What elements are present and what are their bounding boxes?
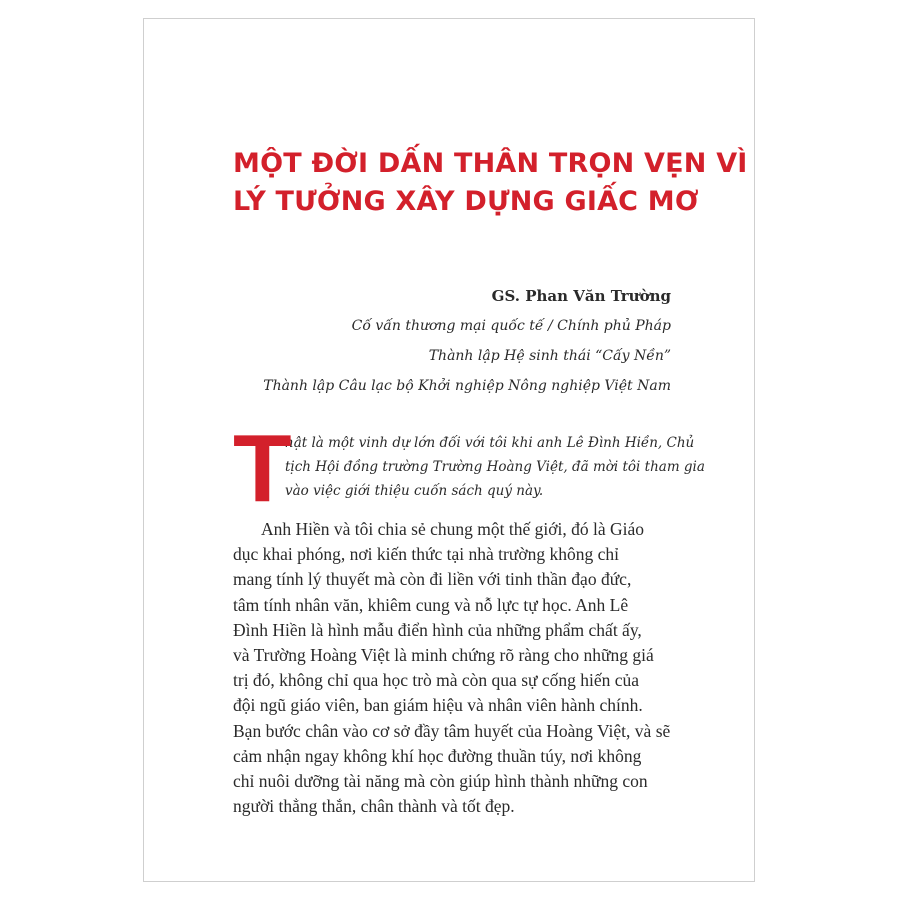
chapter-title-line-1: MỘT ĐỜI DẤN THÂN TRỌN VẸN VÌ <box>233 148 748 179</box>
body-line-12: người thẳng thắn, chân thành và tốt đẹp. <box>233 796 515 817</box>
chapter-title <box>233 145 748 221</box>
intro-paragraph <box>233 415 705 522</box>
intro-line-1: hật là một vinh dự lớn đối với tôi khi anh Lê Đình Hiền, Chủ <box>285 435 695 451</box>
intro-text <box>233 431 705 503</box>
body-paragraph <box>233 517 693 819</box>
intro-line-2: tịch Hội đồng trường Trường Hoàng Việt, đã mời tôi tham gia <box>285 459 705 475</box>
body-line-6: và Trường Hoàng Việt là minh chứng rõ ràng cho những giá <box>233 645 654 666</box>
author-role-2: Thành lập Hệ sinh thái “Cấy Nền” <box>428 348 671 364</box>
body-line-3: mang tính lý thuyết mà còn đi liền với tinh thần đạo đức, <box>233 569 632 590</box>
author-byline <box>263 287 671 407</box>
book-page <box>143 18 755 882</box>
body-line-1: Anh Hiền và tôi chia sẻ chung một thế giới, đó là Giáo <box>261 519 644 539</box>
body-line-8: đội ngũ giáo viên, ban giám hiệu và nhân viên hành chính. <box>233 695 643 716</box>
body-line-2: dục khai phóng, nơi kiến thức tại nhà trường không chỉ <box>233 544 619 565</box>
drop-cap: T <box>233 415 292 522</box>
body-line-10: cảm nhận ngay không khí học đường thuần túy, nơi không <box>233 745 642 766</box>
intro-line-3: vào việc giới thiệu cuốn sách quý này. <box>285 483 544 499</box>
chapter-title-line-2: LÝ TƯỞNG XÂY DỰNG GIẤC MƠ <box>233 186 699 217</box>
body-line-11: chỉ nuôi dưỡng tài năng mà còn giúp hình thành những con <box>233 771 648 792</box>
body-line-9: Bạn bước chân vào cơ sở đầy tâm huyết của Hoàng Việt, và sẽ <box>233 720 671 741</box>
author-role-3: Thành lập Câu lạc bộ Khởi nghiệp Nông nghiệp Việt Nam <box>263 378 671 394</box>
body-line-4: tâm tính nhân văn, khiêm cung và nỗ lực tự học. Anh Lê <box>233 594 629 615</box>
body-line-5: Đình Hiền là hình mẫu điển hình của những phẩm chất ấy, <box>233 619 642 640</box>
author-role-1: Cố vấn thương mại quốc tế / Chính phủ Pháp <box>351 318 671 334</box>
author-name: GS. Phan Văn Trường <box>491 287 671 305</box>
body-line-7: trị đó, không chỉ qua học trò mà còn qua sự cống hiến của <box>233 670 640 691</box>
